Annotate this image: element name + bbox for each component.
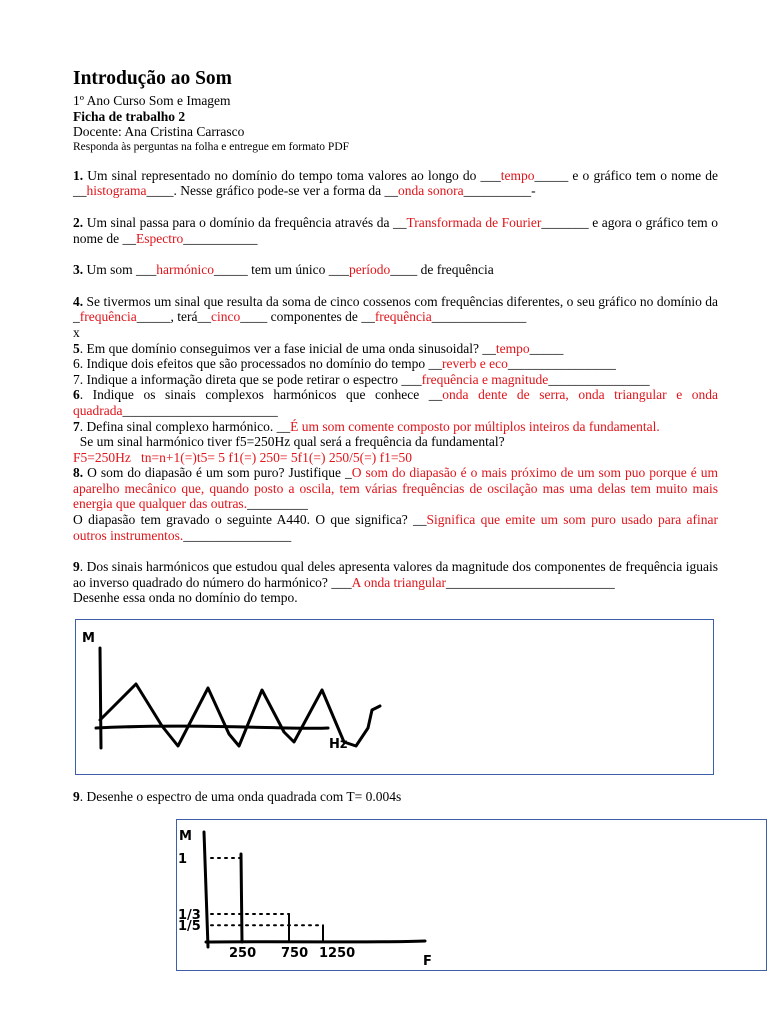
instruction-line: Responda às perguntas na folha e entregue em formato PDF: [73, 140, 350, 153]
answer-4b: cinco: [210, 309, 241, 325]
worksheet-name: Ficha de trabalho 2: [73, 108, 186, 124]
answer-9a: A onda triangular: [351, 574, 447, 590]
spectrum-axis-vertical: [204, 832, 208, 947]
answer-7b: É um som comente composto por múltiplos inteiros da fundamental.: [290, 418, 660, 434]
course-line: 1º Ano Curso Som e Imagem: [73, 93, 231, 108]
answer-1c: onda sonora: [398, 183, 464, 199]
answer-4c: frequência: [374, 309, 432, 325]
question-9b: 9. Desenhe o espectro de uma onda quadrada com T= 0.004s: [73, 789, 402, 804]
page-title: Introdução ao Som: [73, 68, 232, 89]
question-9a-instruction: Desenhe essa onda no domínio do tempo.: [73, 590, 298, 606]
time-axis-horizontal: [96, 726, 328, 728]
question-7b-followup: Se um sinal harmónico tiver f5=250Hz qual será a frequência da fundamental?: [73, 434, 505, 450]
question-6: 6. Indique dois efeitos que são processados no domínio do tempo __reverb e eco________________: [73, 356, 616, 372]
spectrum-y-label: M: [179, 829, 192, 844]
question-4: 4. Se tivermos um sinal que resulta da soma de cinco cossenos com frequências diferentes, o seu gráfico no domínio da _frequência_____, terá__cinco____ componentes de __frequência______________: [73, 293, 718, 325]
answer-2b: Espectro: [136, 230, 184, 246]
question-8: 8. O som do diapasão é um som puro? Justifique _O som do diapasão é o mais próximo de um som puo porque é um aparelho mecânico que, quando posto a oscila, tem várias frequências de oscilação mas uma delas tem muito mais energia que qualquer das outras._________: [73, 465, 718, 512]
question-7b: 7. Defina sinal complexo harmónico. __É um som comente composto por múltiplos inteiros da fundamental.: [73, 418, 660, 434]
spectrum-axis-horizontal: [206, 941, 425, 942]
question-5: 5. Em que domínio conseguimos ver a fase inicial de uma onda sinusoidal? __tempo_____: [73, 340, 564, 356]
answer-1a: tempo: [500, 167, 535, 183]
answer-6: reverb e eco: [441, 356, 508, 372]
teacher-line: Docente: Ana Cristina Carrasco: [73, 124, 245, 140]
answer-4a: frequência: [79, 309, 137, 325]
stray-mark: x: [73, 324, 80, 340]
worksheet: [73, 68, 718, 606]
square-spectrum-figure: [176, 819, 767, 971]
spectrum-x-tick: 250: [229, 946, 257, 961]
question-3: 3. Um som ___harmónico_____ tem um único ___período____ de frequência: [73, 262, 494, 278]
spectrum-y-tick: 1: [178, 852, 188, 867]
answer-3a: harmónico: [156, 262, 214, 278]
y-axis-label: M: [82, 631, 95, 646]
question-7a: 7. Indique a informação direta que se pode retirar o espectro ___frequência e magnitude_______________: [73, 371, 650, 387]
triangle-wave-figure: [75, 619, 714, 775]
spectrum-bar: [241, 854, 242, 942]
x-axis-label: Hz: [329, 737, 348, 752]
answer-6b: onda dente de serra, onda triangular e onda quadrada: [73, 387, 718, 418]
answer-5: tempo: [495, 340, 530, 356]
answer-8a: O som do diapasão é o mais próximo de um som puo porque é um aparelho mecânico que, quando posto a oscila, tem várias frequências de oscilação mas uma delas tem muito mais energia que qualquer das outras.: [73, 465, 718, 512]
spectrum-x-tick: 1250: [319, 946, 356, 961]
question-9a: 9. Dos sinais harmónicos que estudou qual deles apresenta valores da magnitude dos componentes de frequência iguais ao inverso quadrado do número do harmónico? ___A onda triangular_________________________: [73, 559, 718, 590]
time-axis-vertical: [100, 648, 101, 748]
answer-7b-calc: F5=250Hz tn=n+1(=)t5= 5 f1(=) 250= 5f1(=) 250/5(=) f1=50: [73, 449, 412, 465]
spectrum-y-tick: 1/5: [178, 919, 201, 935]
spectrum-y-tick: 1/3: [178, 908, 201, 924]
answer-7a: frequência e magnitude: [421, 371, 549, 387]
question-6b: 6. Indique os sinais complexos harmónicos que conhece __onda dente de serra, onda triangular e onda quadrada_______________________: [73, 387, 718, 418]
question-1: 1. Um sinal representado no domínio do tempo toma valores ao longo do ___tempo_____ e o gráfico tem o nome de __histograma____. Nesse gráfico pode-se ver a forma da __onda sonora__________-: [73, 167, 718, 199]
answer-1b: histograma: [86, 183, 147, 199]
answer-2a: Transformada de Fourier: [406, 214, 542, 230]
answer-8b: Significa que emite um som puro usado para afinar outros instrumentos.: [73, 512, 719, 543]
spectrum-x-label: F: [423, 954, 432, 969]
answer-3b: período: [349, 262, 391, 278]
question-8b: O diapasão tem gravado o seguinte A440. O que significa? __Significa que emite um som puro usado para afinar outros instrumentos.________________: [73, 512, 719, 543]
spectrum-x-tick: 750: [281, 946, 309, 961]
question-2: 2. Um sinal passa para o domínio da frequência através da __Transformada de Fourier_______ e agora o gráfico tem o nome de __Espectro___________: [73, 214, 718, 246]
